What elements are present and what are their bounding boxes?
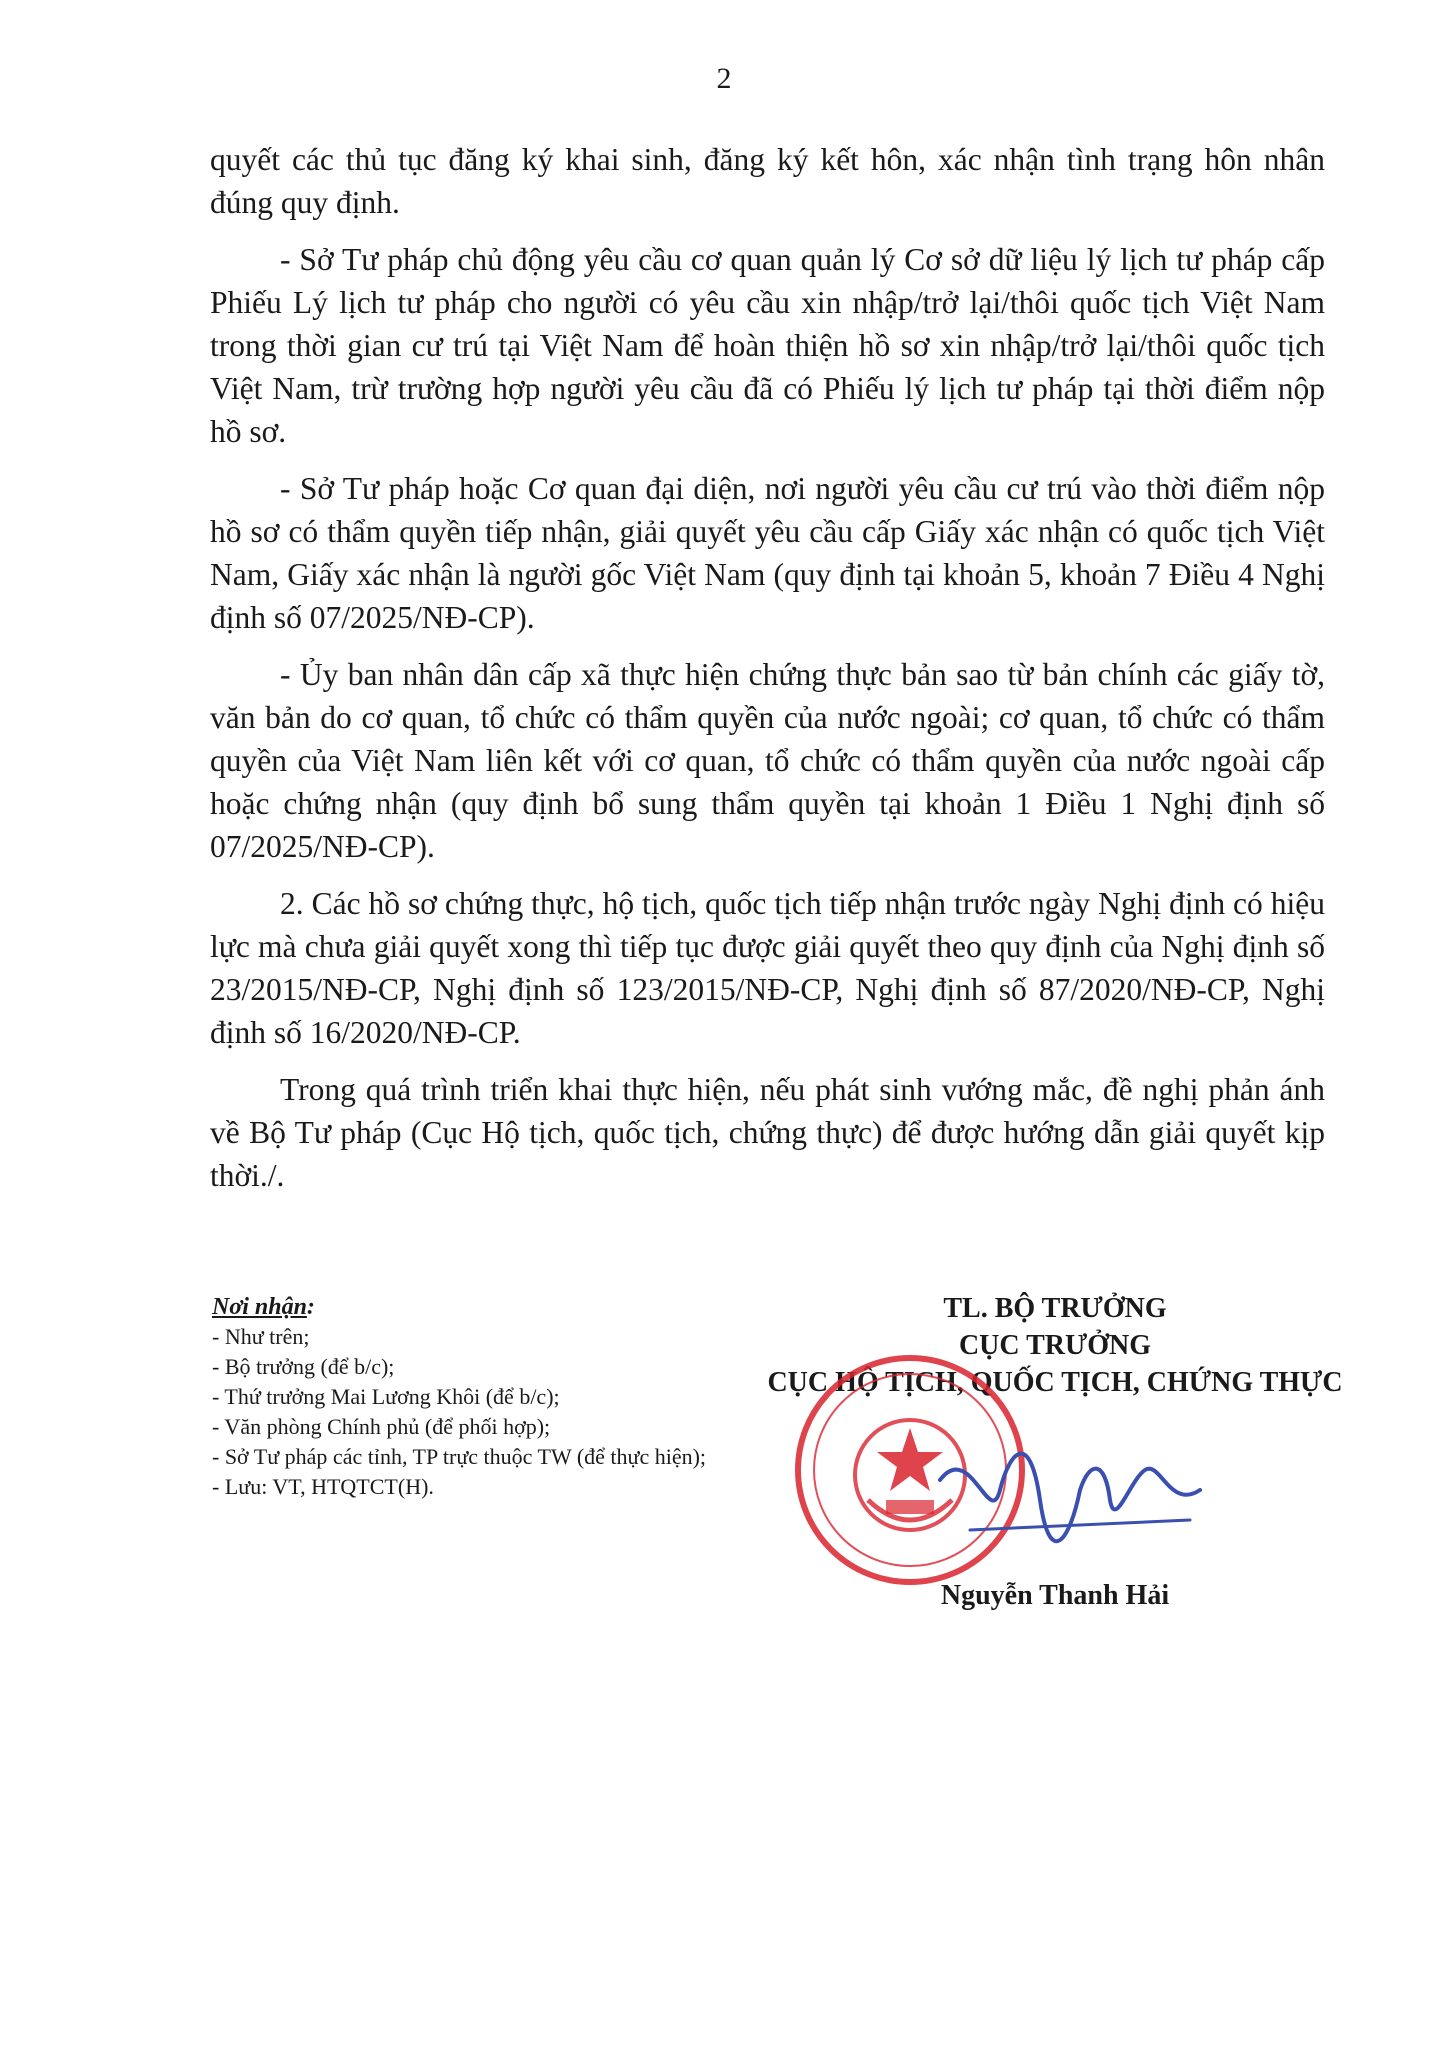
recipients-list [212, 1322, 712, 1502]
recipients-heading-colon: : [306, 1294, 315, 1320]
paragraph: Trong quá trình triển khai thực hiện, nếu phát sinh vướng mắc, đề nghị phản ánh về Bộ Tư pháp (Cục Hộ tịch, quốc tịch, chứng thực) để được hướng dẫn giải quyết kịp thời./. [210, 1072, 1325, 1193]
list-item: - Lưu: VT, HTQTCT(H). [212, 1474, 434, 1499]
list-item: - Bộ trưởng (để b/c); [212, 1354, 395, 1379]
list-item: - Sở Tư pháp các tỉnh, TP trực thuộc TW (để thực hiện); [212, 1444, 707, 1469]
paragraph: - Sở Tư pháp chủ động yêu cầu cơ quan quản lý Cơ sở dữ liệu lý lịch tư pháp cấp Phiếu Lý lịch tư pháp cho người có yêu cầu xin nhập/trở lại/thôi quốc tịch Việt Nam trong thời gian cư trú tại Việt Nam để hoàn thiện hồ sơ xin nhập/trở lại/thôi quốc tịch Việt Nam, trừ trường hợp người yêu cầu đã có Phiếu lý lịch tư pháp tại thời điểm nộp hồ sơ. [210, 242, 1325, 449]
list-item: - Văn phòng Chính phủ (để phối hợp); [212, 1414, 551, 1439]
paragraph: 2. Các hồ sơ chứng thực, hộ tịch, quốc tịch tiếp nhận trước ngày Nghị định có hiệu lực mà chưa giải quyết xong thì tiếp tục được giải quyết theo quy định của Nghị định số 23/2015/NĐ-CP, Nghị định số 123/2015/NĐ-CP, Nghị định số 87/2020/NĐ-CP, Nghị định số 16/2020/NĐ-CP. [210, 886, 1325, 1050]
signature-title-line: TL. BỘ TRƯỞNG [943, 1293, 1167, 1324]
body-text [210, 138, 1325, 1211]
paragraph: quyết các thủ tục đăng ký khai sinh, đăng ký kết hôn, xác nhận tình trạng hôn nhân đúng quy định. [210, 142, 1325, 220]
page-number: 2 [716, 62, 732, 95]
handwritten-signature-icon [930, 1420, 1210, 1560]
list-item: - Thứ trưởng Mai Lương Khôi (để b/c); [212, 1384, 560, 1409]
signature-title-line: CỤC TRƯỞNG [958, 1330, 1152, 1361]
paragraph: - Ủy ban nhân dân cấp xã thực hiện chứng thực bản sao từ bản chính các giấy tờ, văn bản do cơ quan, tổ chức có thẩm quyền của nước ngoài; cơ quan, tổ chức có thẩm quyền của Việt Nam liên kết với cơ quan, tổ chức có thẩm quyền của nước ngoài cấp hoặc chứng nhận (quy định bổ sung thẩm quyền tại khoản 1 Điều 1 Nghị định số 07/2025/NĐ-CP). [210, 657, 1325, 864]
list-item: - Như trên; [212, 1324, 310, 1349]
recipients-heading-text: Nơi nhận [212, 1294, 307, 1320]
recipients-heading [212, 1292, 712, 1322]
recipients-block [212, 1292, 712, 1502]
signer-name: Nguyễn Thanh Hải [940, 1580, 1170, 1611]
paragraph: - Sở Tư pháp hoặc Cơ quan đại diện, nơi người yêu cầu cư trú vào thời điểm nộp hồ sơ có thẩm quyền tiếp nhận, giải quyết yêu cầu cấp Giấy xác nhận có quốc tịch Việt Nam, Giấy xác nhận là người gốc Việt Nam (quy định tại khoản 5, khoản 7 Điều 4 Nghị định số 07/2025/NĐ-CP). [210, 471, 1325, 635]
signature-title-line: CỤC HỘ TỊCH, QUỐC TỊCH, CHỨNG THỰC [767, 1367, 1343, 1398]
